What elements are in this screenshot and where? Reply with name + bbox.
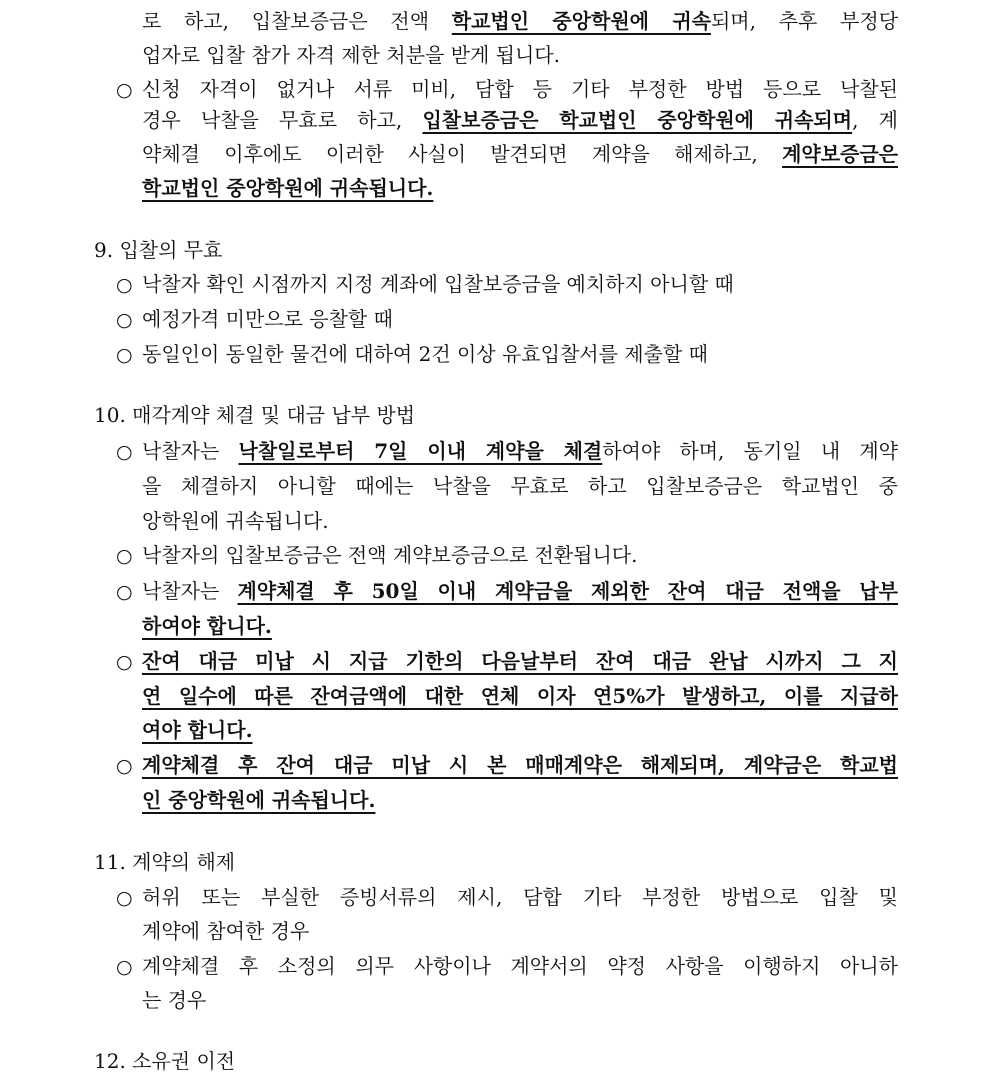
circle-bullet-icon: ○	[116, 274, 133, 296]
line-text	[142, 679, 898, 713]
circle-bullet-icon: ○	[116, 441, 133, 463]
section-heading	[94, 845, 235, 879]
line-text	[142, 748, 898, 782]
line-text	[142, 176, 433, 200]
continuation-line	[142, 914, 309, 948]
line-text	[142, 103, 898, 137]
body-text: 계약에 참여한 경우	[142, 919, 310, 943]
line-text	[94, 1049, 235, 1073]
line-text	[142, 788, 375, 812]
continuation-line	[142, 983, 206, 1017]
emphasized-text: 계약체결 후 잔여 대금 미납 시 본 매매계약은 해제되며, 계약금은 학교법	[142, 753, 898, 777]
line-text	[142, 137, 898, 171]
body-text: 약체결 이후에도 이러한 사실이 발견되면 계약을 해제하고,	[142, 142, 783, 166]
bullet-item-line	[116, 748, 898, 782]
emphasized-text: 인 중앙학원에 귀속됩니다.	[142, 788, 376, 812]
line-text	[94, 403, 415, 427]
line-text	[142, 614, 272, 638]
line-text	[94, 238, 222, 262]
continuation-line	[142, 504, 329, 538]
body-text: 낙찰자는	[142, 439, 239, 463]
continuation-line	[142, 679, 898, 713]
bullet-item-line	[116, 880, 898, 914]
body-text: 업자로 입찰 참가 자격 제한 처분을 받게 됩니다.	[142, 43, 560, 67]
circle-bullet-icon: ○	[116, 651, 133, 673]
section-heading	[94, 233, 222, 267]
continuation-line	[142, 38, 560, 72]
emphasized-text: 하여야 합니다.	[142, 614, 272, 638]
line-text	[142, 543, 637, 567]
circle-bullet-icon: ○	[116, 309, 133, 331]
body-text: , 계	[852, 108, 898, 132]
continuation-line	[142, 783, 375, 817]
line-text	[142, 644, 898, 678]
continuation-line	[142, 469, 898, 503]
body-text: 되며, 추후 부정당	[710, 9, 899, 33]
bullet-item-line	[116, 949, 898, 983]
line-text	[94, 850, 235, 874]
line-text	[142, 434, 898, 468]
line-text	[142, 988, 206, 1012]
line-text	[142, 509, 329, 533]
bullet-item-line	[116, 538, 637, 572]
bullet-item-line	[116, 644, 898, 678]
line-text	[142, 43, 560, 67]
line-text	[142, 469, 898, 503]
circle-bullet-icon: ○	[116, 581, 133, 603]
circle-bullet-icon: ○	[116, 344, 133, 366]
body-text: 9. 입찰의 무효	[94, 238, 223, 262]
bullet-item-line	[116, 302, 393, 336]
body-text: 로 하고, 입찰보증금은 전액	[142, 9, 452, 33]
body-text: 낙찰자는	[142, 579, 238, 603]
body-text: 동일인이 동일한 물건에 대하여 2건 이상 유효입찰서를 제출할 때	[142, 342, 708, 366]
body-text: 앙학원에 귀속됩니다.	[142, 509, 329, 533]
body-text: 허위 또는 부실한 증빙서류의 제시, 담합 기타 부정한 방법으로 입찰 및	[142, 885, 898, 909]
line-text	[142, 718, 253, 742]
continuation-line	[142, 4, 898, 38]
body-text: 낙찰자 확인 시점까지 지정 계좌에 입찰보증금을 예치하지 아니할 때	[142, 272, 734, 296]
body-text: 10. 매각계약 체결 및 대금 납부 방법	[94, 403, 416, 427]
continuation-line	[142, 137, 898, 171]
line-text	[142, 307, 393, 331]
emphasized-text: 낙찰일로부터 7일 이내 계약을 체결	[238, 439, 603, 463]
body-text: 11. 계약의 해제	[94, 850, 236, 874]
circle-bullet-icon: ○	[116, 545, 133, 567]
continuation-line	[142, 103, 898, 137]
line-text	[142, 574, 898, 608]
body-text: 예정가격 미만으로 응찰할 때	[142, 307, 393, 331]
body-text: 하여야 하며, 동기일 내 계약	[602, 439, 899, 463]
emphasized-text: 입찰보증금은 학교법인 중앙학원에 귀속되며	[422, 108, 853, 132]
section-heading	[94, 398, 415, 432]
line-text	[142, 949, 898, 983]
circle-bullet-icon: ○	[116, 887, 133, 909]
body-text: 낙찰자의 입찰보증금은 전액 계약보증금으로 전환됩니다.	[142, 543, 638, 567]
emphasized-text: 계약보증금은	[782, 142, 898, 166]
continuation-line	[142, 609, 272, 643]
line-text	[142, 342, 708, 366]
emphasized-text: 계약체결 후 50일 이내 계약금을 제외한 잔여 대금 전액을 납부	[237, 579, 899, 603]
emphasized-text: 잔여 대금 미납 시 지급 기한의 다음날부터 잔여 대금 완납 시까지 그 지	[142, 649, 898, 673]
line-text	[142, 919, 309, 943]
bullet-item-line	[116, 72, 898, 106]
emphasized-text: 연 일수에 따른 잔여금액에 대한 연체 이자 연5%가 발생하고, 이를 지급하	[142, 684, 898, 708]
bullet-item-line	[116, 434, 898, 468]
body-text: 12. 소유권 이전	[94, 1049, 236, 1073]
body-text: 경우 낙찰을 무효로 하고,	[142, 108, 423, 132]
emphasized-text: 여야 합니다.	[142, 718, 253, 742]
line-text	[142, 272, 734, 296]
bullet-item-line	[116, 574, 898, 608]
emphasized-text: 학교법인 중앙학원에 귀속	[451, 9, 711, 33]
line-text	[142, 4, 898, 38]
body-text: 계약체결 후 소정의 의무 사항이나 계약서의 약정 사항을 이행하지 아니하	[142, 954, 898, 978]
body-text: 을 체결하지 아니할 때에는 낙찰을 무효로 하고 입찰보증금은 학교법인 중	[142, 474, 898, 498]
emphasized-text: 학교법인 중앙학원에 귀속됩니다.	[142, 176, 434, 200]
bullet-item-line	[116, 267, 734, 301]
continuation-line	[142, 713, 253, 747]
body-text: 신청 자격이 없거나 서류 미비, 담합 등 기타 부정한 방법 등으로 낙찰된	[142, 77, 898, 101]
circle-bullet-icon: ○	[116, 755, 133, 777]
section-heading	[94, 1044, 235, 1078]
circle-bullet-icon: ○	[116, 956, 133, 978]
body-text: 는 경우	[142, 988, 207, 1012]
circle-bullet-icon: ○	[116, 79, 133, 101]
line-text	[142, 72, 898, 106]
bullet-item-line	[116, 337, 708, 371]
continuation-line	[142, 171, 433, 205]
line-text	[142, 880, 898, 914]
